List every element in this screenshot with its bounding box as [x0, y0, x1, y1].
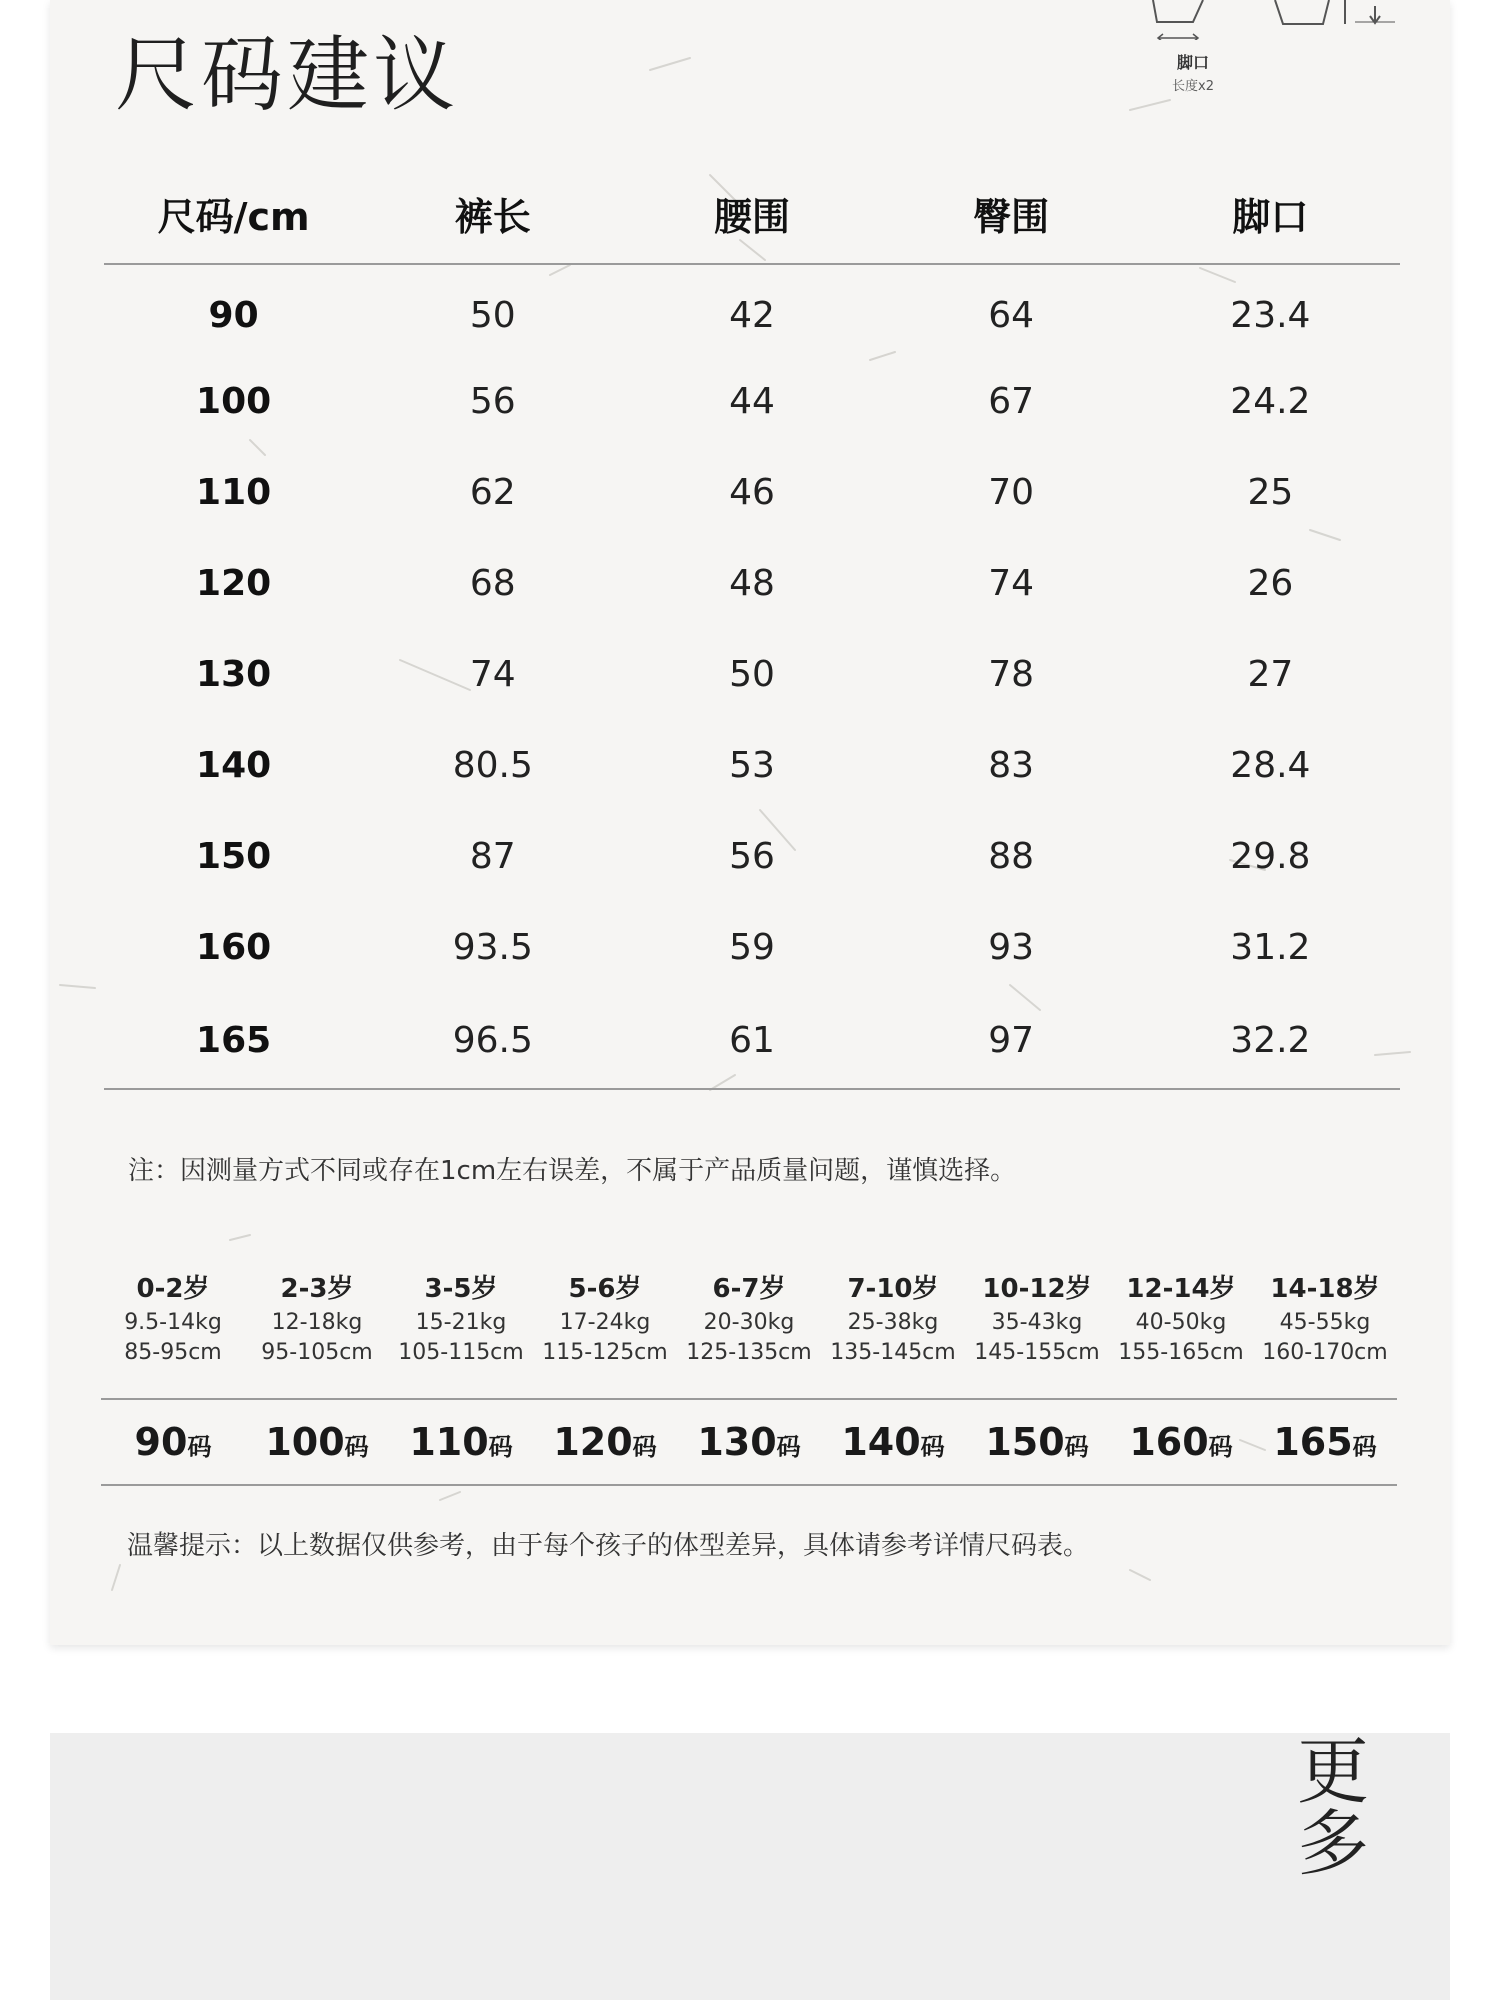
measurement-cell: 83	[988, 745, 1035, 786]
page-title: 尺码建议	[115, 28, 460, 123]
measurement-cell: 42	[729, 295, 775, 336]
measurement-cell: 68	[469, 563, 516, 604]
table-row	[104, 720, 1400, 811]
size-code	[677, 1400, 821, 1492]
measurement-cell: 62	[469, 472, 516, 513]
measurement-cell: 23.4	[1230, 295, 1311, 336]
age-column	[245, 1270, 389, 1368]
table-body	[104, 264, 1400, 1089]
weight-range: 15-21kg	[415, 1310, 507, 1335]
pants-measure-diagram	[1085, 0, 1425, 100]
table-row	[104, 629, 1400, 720]
height-range: 145-155cm	[974, 1340, 1100, 1365]
table-row	[104, 902, 1400, 993]
measurement-cell: 27	[1247, 654, 1294, 695]
size-code-unit: 码	[920, 1433, 945, 1461]
table-row	[104, 993, 1400, 1089]
table-row	[104, 447, 1400, 538]
size-code-number: 100	[265, 1420, 345, 1464]
size-code-number: 150	[985, 1420, 1065, 1464]
measurement-cell: 25	[1247, 472, 1294, 513]
measurement-cell: 67	[988, 381, 1035, 422]
age-label: 5-6岁	[568, 1274, 642, 1304]
measurement-cell: 93	[988, 927, 1035, 968]
measurement-note: 注：因测量方式不同或存在1cm左右误差，不属于产品质量问题，谨慎选择。	[128, 1156, 1017, 1186]
measurement-cell: 28.4	[1230, 745, 1311, 786]
size-code-number: 130	[697, 1420, 777, 1464]
measurement-cell: 53	[729, 745, 775, 786]
age-column	[1109, 1270, 1253, 1368]
size-cell: 110	[196, 472, 272, 513]
measurement-cell: 87	[469, 836, 516, 877]
measurement-cell: 29.8	[1230, 836, 1311, 877]
size-code-unit: 码	[776, 1433, 801, 1461]
measurement-cell: 74	[988, 563, 1035, 604]
size-code	[533, 1400, 677, 1492]
diagram-sublabel: 长度x2	[1172, 79, 1214, 94]
height-range: 85-95cm	[124, 1340, 222, 1365]
measurement-cell: 56	[469, 381, 516, 422]
table-row	[104, 264, 1400, 356]
age-column	[677, 1270, 821, 1368]
size-cell: 165	[104, 993, 363, 1089]
age-column	[821, 1270, 965, 1368]
height-range: 135-145cm	[830, 1340, 956, 1365]
weight-range: 25-38kg	[847, 1310, 939, 1335]
size-code-number: 160	[1129, 1420, 1209, 1464]
measurement-cell: 93.5	[452, 927, 533, 968]
weight-range: 45-55kg	[1279, 1310, 1371, 1335]
measurement-cell: 88	[988, 836, 1035, 877]
height-range: 105-115cm	[398, 1340, 524, 1365]
size-code-number: 165	[1273, 1420, 1353, 1464]
weight-range: 40-50kg	[1135, 1310, 1227, 1335]
age-column	[389, 1270, 533, 1368]
height-range: 160-170cm	[1262, 1340, 1388, 1365]
header-size: 尺码/cm	[104, 163, 363, 264]
header-hip: 臀围	[882, 163, 1141, 264]
header-waist: 腰围	[622, 163, 881, 264]
age-label: 0-2岁	[136, 1274, 210, 1304]
measurement-cell: 48	[729, 563, 775, 604]
weight-range: 9.5-14kg	[124, 1310, 222, 1335]
size-code-unit: 码	[1064, 1433, 1089, 1461]
size-cell: 160	[196, 927, 272, 968]
table-row	[104, 811, 1400, 902]
header-length: 裤长	[363, 163, 622, 264]
size-code	[965, 1400, 1109, 1492]
header-hem: 脚口	[1141, 163, 1400, 264]
height-range: 155-165cm	[1118, 1340, 1244, 1365]
pants-leg-icon	[1085, 0, 1425, 40]
age-label: 2-3岁	[280, 1274, 354, 1304]
measurement-cell: 26	[1247, 563, 1294, 604]
measurement-cell: 44	[729, 381, 775, 422]
age-column	[533, 1270, 677, 1368]
table-row	[104, 538, 1400, 629]
height-range: 125-135cm	[686, 1340, 812, 1365]
measurement-cell: 31.2	[1230, 927, 1311, 968]
size-code-unit: 码	[187, 1433, 212, 1461]
measurement-cell: 46	[729, 472, 775, 513]
age-column	[101, 1270, 245, 1368]
size-cell: 100	[196, 381, 272, 422]
age-label: 7-10岁	[847, 1274, 939, 1304]
size-cell: 90	[208, 295, 259, 336]
size-cell: 120	[196, 563, 272, 604]
more-section	[50, 1733, 1450, 2000]
size-code-unit: 码	[344, 1433, 369, 1461]
size-code	[821, 1400, 965, 1492]
size-code	[1253, 1400, 1397, 1492]
age-label: 6-7岁	[712, 1274, 786, 1304]
size-cell: 140	[196, 745, 272, 786]
age-label: 3-5岁	[424, 1274, 498, 1304]
size-code-unit: 码	[488, 1433, 513, 1461]
table-row	[104, 356, 1400, 447]
age-column	[1253, 1270, 1397, 1368]
age-label: 14-18岁	[1270, 1274, 1380, 1304]
measurement-cell: 50	[469, 295, 516, 336]
size-code	[245, 1400, 389, 1492]
size-cell: 130	[196, 654, 272, 695]
size-code-unit: 码	[632, 1433, 657, 1461]
measurement-cell: 56	[729, 836, 775, 877]
weight-range: 35-43kg	[991, 1310, 1083, 1335]
size-code-number: 140	[841, 1420, 921, 1464]
measurement-cell: 97	[882, 993, 1141, 1089]
size-code-unit: 码	[1352, 1433, 1377, 1461]
size-code	[101, 1400, 245, 1492]
age-reference-grid	[101, 1270, 1397, 1368]
measurement-cell: 74	[469, 654, 516, 695]
size-code	[389, 1400, 533, 1492]
measurement-cell: 24.2	[1230, 381, 1311, 422]
weight-range: 20-30kg	[703, 1310, 795, 1335]
age-label: 12-14岁	[1126, 1274, 1236, 1304]
weight-range: 17-24kg	[559, 1310, 651, 1335]
more-heading: 更多	[1285, 1733, 1369, 1877]
size-code-unit: 码	[1208, 1433, 1233, 1461]
measurement-cell: 64	[988, 295, 1035, 336]
weight-range: 12-18kg	[271, 1310, 363, 1335]
diagram-label: 脚口	[1176, 53, 1209, 72]
measurement-cell: 96.5	[363, 993, 622, 1089]
table-header-row	[104, 163, 1400, 264]
age-label: 10-12岁	[982, 1274, 1092, 1304]
height-range: 115-125cm	[542, 1340, 668, 1365]
measurement-cell: 80.5	[452, 745, 533, 786]
size-code-number: 120	[553, 1420, 633, 1464]
size-guide-card	[50, 0, 1450, 1645]
measurement-cell: 70	[988, 472, 1035, 513]
measurement-cell: 78	[988, 654, 1035, 695]
size-code	[1109, 1400, 1253, 1492]
size-table	[104, 163, 1400, 1090]
size-code-row	[101, 1398, 1397, 1486]
height-range: 95-105cm	[261, 1340, 373, 1365]
size-code-number: 90	[134, 1420, 188, 1464]
measurement-cell: 50	[729, 654, 775, 695]
size-code-number: 110	[409, 1420, 489, 1464]
warm-tip: 温馨提示：以上数据仅供参考，由于每个孩子的体型差异，具体请参考详情尺码表。	[127, 1531, 1090, 1561]
age-column	[965, 1270, 1109, 1368]
measurement-cell: 61	[622, 993, 881, 1089]
size-cell: 150	[196, 836, 272, 877]
measurement-cell: 59	[729, 927, 775, 968]
measurement-cell: 32.2	[1141, 993, 1400, 1089]
